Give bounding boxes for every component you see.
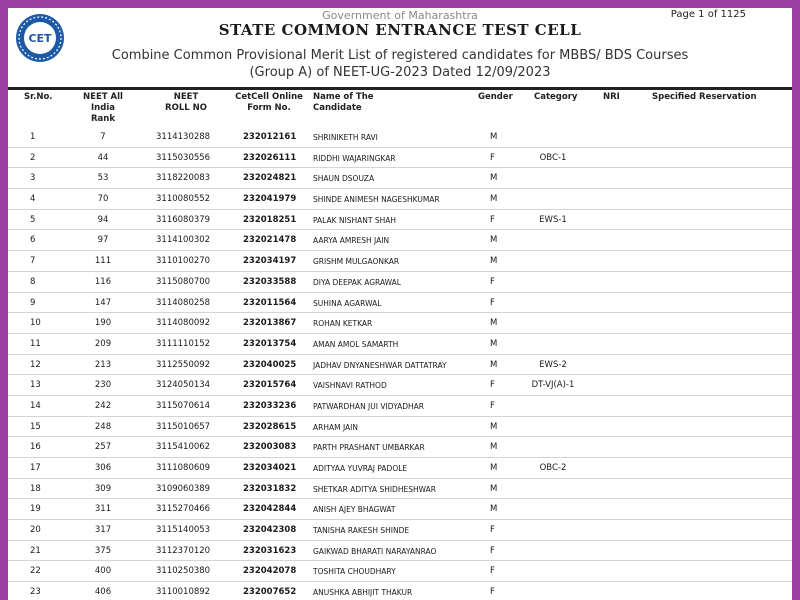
cell-category: DT-VJ(A)-1 [531,380,575,391]
cell-roll-no: 3110080552 [156,194,211,205]
cell-air-rank: 248 [94,421,112,432]
cell-candidate-name: VAISHNAVI RATHOD [313,381,387,391]
cell-air-rank: 375 [94,545,112,556]
table-row [8,479,792,500]
cell-air-rank: 213 [94,359,112,370]
cell-category: EWS-2 [539,359,567,370]
cell-candidate-name: SHAUN DSOUZA [313,174,375,184]
cell-sr-no: 1 [30,132,36,142]
cell-title: STATE COMMON ENTRANCE TEST CELL [218,21,582,39]
cell-sr-no: 16 [30,442,41,453]
cell-form-no: 232013754 [243,338,297,349]
cell-sr-no: 13 [30,380,41,391]
cell-roll-no: 3114080092 [156,318,211,329]
cell-form-no: 232042308 [243,525,297,536]
cell-roll-no: 3110100270 [156,256,211,267]
table-row [8,334,792,355]
cell-roll-no: 3115070614 [156,400,211,411]
cell-gender: M [490,442,498,453]
cell-roll-no: 3114130288 [156,132,211,142]
cell-sr-no: 22 [30,566,41,577]
table-row [8,251,792,272]
cell-candidate-name: TOSHITA CHOUDHARY [313,567,396,577]
table-row [8,313,792,334]
cell-roll-no: 3112550092 [156,359,211,370]
cell-form-no: 232041979 [243,194,297,205]
cell-sr-no: 9 [30,297,36,308]
list-subtitle-line1: Combine Common Provisional Merit List of registered candidates for MBBS/ BDS Courses [111,48,689,63]
cell-roll-no: 3115080700 [156,276,211,287]
table-row [8,355,792,376]
cell-roll-no: 3118220083 [156,173,211,184]
cell-form-no: 232013867 [243,318,297,329]
cell-form-no: 232028615 [243,421,297,432]
col-header-roll [156,92,216,114]
cell-air-rank: 400 [94,566,112,577]
table-row [8,293,792,314]
table-row [8,168,792,189]
cell-roll-no: 3115140053 [156,525,211,536]
cell-roll-no: 3109060389 [156,483,211,494]
table-row [8,148,792,169]
cell-form-no: 232033588 [243,276,297,287]
cell-candidate-name: GAIKWAD BHARATI NARAYANRAO [313,546,437,556]
cell-roll-no: 3116080379 [156,214,211,225]
col-header-category: Category [534,92,578,102]
cell-candidate-name: ROHAN KETKAR [313,319,373,329]
cell-candidate-name: ARHAM JAIN [313,422,358,432]
merit-table-body [8,127,792,600]
cell-roll-no: 3111080609 [156,463,211,473]
cell-air-rank: 317 [94,525,112,536]
cell-form-no: 232031832 [243,483,297,494]
cell-air-rank: 209 [94,338,112,349]
col-header-air [78,92,128,125]
cell-candidate-name: SHINDE ANIMESH NAGESHKUMAR [313,195,440,205]
cell-gender: F [490,152,495,163]
cell-gender: M [490,483,498,494]
cell-candidate-name: PARTH PRASHANT UMBARKAR [313,443,425,453]
cell-form-no: 232040025 [243,359,297,370]
table-row [8,437,792,458]
table-row [8,272,792,293]
cell-form-no: 232042078 [243,566,297,577]
cell-air-rank: 309 [94,483,112,494]
cell-air-rank: 44 [97,152,109,163]
cell-gender: F [490,566,495,577]
col-header-name [313,92,374,114]
col-header-name-line2: Candidate [313,103,362,113]
table-row [8,417,792,438]
cell-air-rank: 94 [97,214,109,225]
cell-candidate-name: ADITYAA YUVRAJ PADOLE [313,464,408,473]
col-header-gender: Gender [478,92,513,102]
cell-category: OBC-1 [539,152,567,163]
cell-gender: F [490,545,495,556]
page-number: Page 1 of 1125 [670,9,746,20]
cell-sr-no: 18 [30,483,41,494]
cell-candidate-name: DIYA DEEPAK AGRAWAL [313,277,401,287]
cell-form-no: 232042844 [243,504,297,515]
cell-form-no: 232021478 [243,235,297,246]
cell-gender: F [490,276,495,287]
cell-air-rank: 111 [94,256,112,267]
table-row [8,127,792,148]
cell-sr-no: 7 [30,256,36,267]
cell-air-rank: 53 [97,173,109,184]
cell-gender: M [490,338,498,349]
cell-sr-no: 6 [30,235,36,246]
cell-sr-no: 4 [30,194,36,205]
cell-roll-no: 3115010657 [156,421,211,432]
table-row [8,582,792,600]
cell-sr-no: 19 [30,504,41,515]
cell-gender: M [490,132,498,142]
cell-candidate-name: GRISHM MULGAONKAR [313,257,400,267]
cell-form-no: 232018251 [243,214,297,225]
cell-gender: M [490,463,498,473]
col-header-sr: Sr.No. [24,92,53,102]
cell-air-rank: 7 [100,132,106,142]
cell-sr-no: 11 [30,338,41,349]
cell-air-rank: 406 [94,587,112,598]
col-header-air-line2: India [91,103,115,113]
col-header-form-line2: Form No. [247,103,291,113]
cell-roll-no: 3110250380 [156,566,211,577]
table-row [8,210,792,231]
cell-sr-no: 5 [30,214,36,225]
cell-category: EWS-1 [539,214,567,225]
cell-roll-no: 3112370120 [156,545,211,556]
cell-roll-no: 3110010892 [156,587,211,598]
cell-sr-no: 12 [30,359,41,370]
cell-roll-no: 3115410062 [156,442,211,453]
cell-form-no: 232012161 [243,132,297,142]
cell-air-rank: 230 [94,380,112,391]
cell-sr-no: 8 [30,276,36,287]
cell-candidate-name: SHRINIKETH RAVI [313,133,378,142]
cell-form-no: 232033236 [243,400,297,411]
cell-roll-no: 3114080258 [156,297,211,308]
cell-air-rank: 306 [94,463,112,473]
cell-gender: M [490,318,498,329]
cell-gender: M [490,504,498,515]
col-header-nri: NRI [603,92,620,102]
government-heading: Government of Maharashtra [322,9,478,22]
cell-form-no: 232007652 [243,587,297,598]
table-row [8,458,792,479]
table-row [8,396,792,417]
cell-form-no: 232011564 [243,297,297,308]
col-header-form [234,92,304,114]
cell-candidate-name: ANUSHKA ABHIJIT THAKUR [313,588,413,598]
cell-candidate-name: AARYA AMRESH JAIN [313,236,390,246]
cell-gender: M [490,421,498,432]
header-rule [8,87,792,90]
cell-roll-no: 3114100302 [156,235,211,246]
table-row [8,499,792,520]
cell-candidate-name: PATWARDHAN JUI VIDYADHAR [313,401,424,411]
col-header-form-line1: CetCell Online [235,92,303,102]
cell-candidate-name: RIDDHI WAJARINGKAR [313,153,396,163]
cell-gender: M [490,235,498,246]
col-header-roll-line2: ROLL NO [165,103,207,113]
cell-gender: F [490,587,495,598]
cell-air-rank: 147 [94,297,112,308]
logo-text: CET [28,32,52,45]
cell-candidate-name: AMAN AMOL SAMARTH [313,339,399,349]
cell-form-no: 232015764 [243,380,297,391]
cell-air-rank: 190 [94,318,112,329]
cell-gender: F [490,214,495,225]
cell-sr-no: 10 [30,318,41,329]
cell-gender: F [490,400,495,411]
cell-sr-no: 14 [30,400,41,411]
merit-list-page [8,8,792,600]
cell-gender: F [490,380,495,391]
cell-form-no: 232034197 [243,256,297,267]
cell-gender: M [490,359,498,370]
table-row [8,189,792,210]
table-row [8,541,792,562]
col-header-name-line1: Name of The [313,92,374,102]
cell-form-no: 232031623 [243,545,297,556]
cell-sr-no: 15 [30,421,41,432]
cell-air-rank: 257 [94,442,112,453]
cell-sr-no: 21 [30,545,41,556]
col-header-roll-line1: NEET [173,92,199,102]
cell-gender: M [490,173,498,184]
cell-gender: F [490,297,495,308]
cell-sr-no: 17 [30,463,41,473]
cell-sr-no: 23 [30,587,41,598]
cell-candidate-name: ANISH AJEY BHAGWAT [313,505,396,515]
cell-roll-no: 3115270466 [156,504,211,515]
cell-air-rank: 97 [97,235,109,246]
cell-gender: M [490,194,498,205]
col-header-air-line3: Rank [91,114,115,124]
list-subtitle-line2: (Group A) of NEET-UG-2023 Dated 12/09/2023 [249,65,551,80]
cell-gender: M [490,256,498,267]
cell-air-rank: 70 [97,194,109,205]
table-row [8,520,792,541]
cell-air-rank: 116 [94,276,112,287]
table-row [8,561,792,582]
cell-sr-no: 3 [30,173,36,184]
cell-sr-no: 20 [30,525,41,536]
table-row [8,375,792,396]
cell-gender: F [490,525,495,536]
table-row [8,230,792,251]
cell-candidate-name: TANISHA RAKESH SHINDE [313,526,410,536]
cell-candidate-name: JADHAV DNYANESHWAR DATTATRAY [313,360,447,370]
cell-form-no: 232003083 [243,442,297,453]
cell-category: OBC-2 [539,463,567,473]
cell-air-rank: 242 [94,400,112,411]
cell-roll-no: 3124050134 [156,380,211,391]
cell-air-rank: 311 [94,504,112,515]
cell-candidate-name: SHETKAR ADITYA SHIDHESHWAR [313,484,436,494]
cell-sr-no: 2 [30,152,36,163]
col-header-air-line1: NEET All [83,92,123,102]
cell-form-no: 232034021 [243,463,297,473]
cell-roll-no: 3111110152 [156,338,211,349]
cell-form-no: 232026111 [243,152,297,163]
col-header-reservation: Specified Reservation [652,92,757,102]
cell-candidate-name: SUHINA AGARWAL [313,298,382,308]
cell-candidate-name: PALAK NISHANT SHAH [313,215,397,225]
cell-form-no: 232024821 [243,173,297,184]
cell-roll-no: 3115030556 [156,152,211,163]
